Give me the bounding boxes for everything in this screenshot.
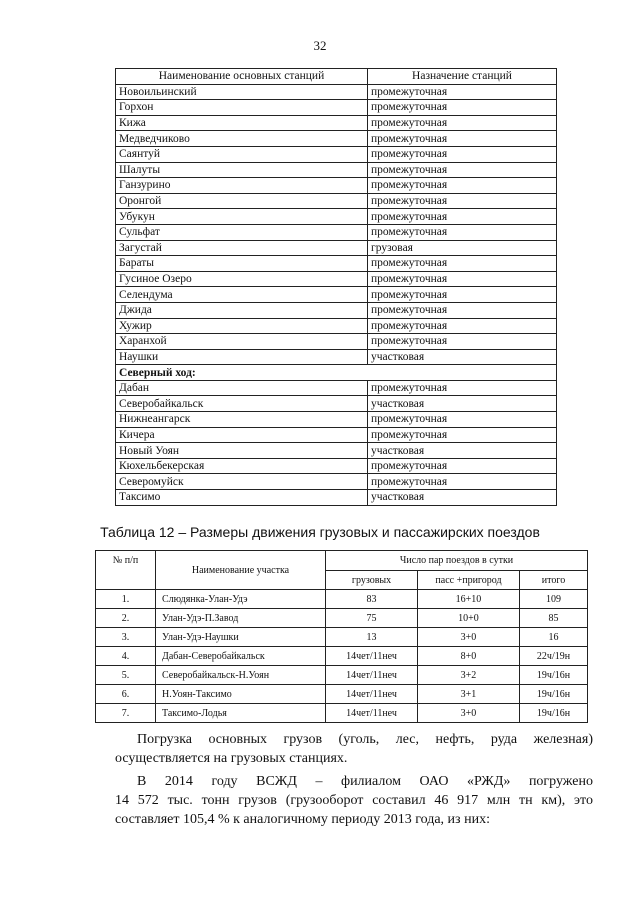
total-count: 19ч/16н — [520, 704, 588, 723]
row-number: 6. — [96, 685, 156, 704]
table-row — [116, 193, 557, 209]
freight-count: 14чет/11неч — [326, 685, 418, 704]
station-purpose: участковая — [368, 396, 557, 412]
column-header-number: № п/п — [96, 551, 156, 590]
row-number: 5. — [96, 666, 156, 685]
table-row — [116, 209, 557, 225]
table-row — [116, 115, 557, 131]
stations-table — [115, 68, 557, 506]
stations-table-body — [116, 84, 557, 505]
column-header-passenger: пасс +пригород — [418, 571, 520, 590]
row-number: 2. — [96, 609, 156, 628]
table-row — [116, 380, 557, 396]
passenger-count: 16+10 — [418, 590, 520, 609]
station-purpose: промежуточная — [368, 427, 557, 443]
section-name: Слюдянка-Улан-Удэ — [156, 590, 326, 609]
table-row — [116, 178, 557, 194]
table-row — [116, 490, 557, 506]
table-caption: Таблица 12 – Размеры движения грузовых и пассажирских поездов — [100, 524, 540, 540]
traffic-table — [95, 550, 588, 723]
station-purpose: промежуточная — [368, 318, 557, 334]
station-name: Шалуты — [116, 162, 368, 178]
station-purpose: промежуточная — [368, 131, 557, 147]
row-number: 3. — [96, 628, 156, 647]
table-row — [96, 609, 588, 628]
station-purpose: промежуточная — [368, 458, 557, 474]
section-header-row — [116, 365, 557, 381]
row-number: 1. — [96, 590, 156, 609]
station-purpose: участковая — [368, 349, 557, 365]
freight-count: 14чет/11неч — [326, 704, 418, 723]
station-purpose: промежуточная — [368, 100, 557, 116]
table-row — [116, 427, 557, 443]
section-name: Улан-Удэ-Наушки — [156, 628, 326, 647]
table-row — [96, 628, 588, 647]
table-row — [116, 287, 557, 303]
table-row — [116, 224, 557, 240]
station-name: Новоильинский — [116, 84, 368, 100]
table-row — [116, 146, 557, 162]
station-name: Медведчиково — [116, 131, 368, 147]
station-purpose: промежуточная — [368, 115, 557, 131]
traffic-header-row — [96, 551, 588, 571]
station-purpose: промежуточная — [368, 256, 557, 272]
station-purpose: промежуточная — [368, 412, 557, 428]
table-row — [116, 162, 557, 178]
table-row — [116, 84, 557, 100]
freight-count: 14чет/11неч — [326, 666, 418, 685]
station-name: Убукун — [116, 209, 368, 225]
table-row — [96, 647, 588, 666]
column-header-total: итого — [520, 571, 588, 590]
station-name: Северобайкальск — [116, 396, 368, 412]
total-count: 19ч/16н — [520, 685, 588, 704]
station-name: Кижа — [116, 115, 368, 131]
freight-count: 13 — [326, 628, 418, 647]
stations-header-row — [116, 69, 557, 85]
passenger-count: 3+0 — [418, 704, 520, 723]
passenger-count: 10+0 — [418, 609, 520, 628]
station-name: Новый Уоян — [116, 443, 368, 459]
column-header-station-name: Наименование основных станций — [116, 69, 368, 85]
paragraph-line: Погрузка основных грузов (уголь, лес, нефть, руда железная) — [137, 732, 593, 747]
station-name: Нижнеангарск — [116, 412, 368, 428]
station-purpose: промежуточная — [368, 146, 557, 162]
station-purpose: промежуточная — [368, 193, 557, 209]
table-row — [116, 100, 557, 116]
row-number: 7. — [96, 704, 156, 723]
freight-count: 14чет/11неч — [326, 647, 418, 666]
station-name: Гусиное Озеро — [116, 271, 368, 287]
freight-count: 83 — [326, 590, 418, 609]
station-name: Кюхельбекерская — [116, 458, 368, 474]
section-name: Н.Уоян-Таксимо — [156, 685, 326, 704]
column-header-freight: грузовых — [326, 571, 418, 590]
table-row — [96, 666, 588, 685]
table-row — [116, 474, 557, 490]
table-row — [96, 590, 588, 609]
column-header-section: Наименование участка — [156, 551, 326, 590]
table-row — [116, 349, 557, 365]
station-name: Селендума — [116, 287, 368, 303]
section-name: Улан-Удэ-П.Завод — [156, 609, 326, 628]
column-header-train-pairs: Число пар поездов в сутки — [326, 551, 588, 571]
station-name: Сульфат — [116, 224, 368, 240]
total-count: 85 — [520, 609, 588, 628]
paragraph-line: В 2014 году ВСЖД – филиалом ОАО «РЖД» погружено — [137, 774, 593, 789]
station-name: Горхон — [116, 100, 368, 116]
section-label: Северный ход: — [116, 365, 557, 381]
station-purpose: промежуточная — [368, 302, 557, 318]
row-number: 4. — [96, 647, 156, 666]
station-name: Загустай — [116, 240, 368, 256]
station-purpose: участковая — [368, 443, 557, 459]
station-name: Оронгой — [116, 193, 368, 209]
station-name: Таксимо — [116, 490, 368, 506]
table-row — [96, 704, 588, 723]
table-row — [116, 240, 557, 256]
table-row — [116, 131, 557, 147]
table-row — [116, 256, 557, 272]
table-row — [116, 318, 557, 334]
station-purpose: промежуточная — [368, 271, 557, 287]
section-name: Таксимо-Лодья — [156, 704, 326, 723]
station-name: Кичера — [116, 427, 368, 443]
passenger-count: 3+0 — [418, 628, 520, 647]
section-name: Дабан-Северобайкальск — [156, 647, 326, 666]
paragraph-line: 14 572 тыс. тонн грузов (грузооборот составил 46 917 млн тн км), это — [115, 793, 593, 808]
station-purpose: промежуточная — [368, 162, 557, 178]
table-row — [116, 302, 557, 318]
station-name: Ганзурино — [116, 178, 368, 194]
station-purpose: грузовая — [368, 240, 557, 256]
station-purpose: промежуточная — [368, 209, 557, 225]
station-name: Хужир — [116, 318, 368, 334]
total-count: 16 — [520, 628, 588, 647]
station-name: Дабан — [116, 380, 368, 396]
station-name: Харанхой — [116, 334, 368, 350]
paragraph-line: составляет 105,4 % к аналогичному периоду 2013 года, из них: — [115, 812, 490, 827]
traffic-table-body — [96, 590, 588, 723]
passenger-count: 3+1 — [418, 685, 520, 704]
table-row — [116, 458, 557, 474]
paragraph-loading — [115, 730, 593, 768]
freight-count: 75 — [326, 609, 418, 628]
table-row — [116, 271, 557, 287]
page-number: 32 — [313, 38, 327, 53]
passenger-count: 8+0 — [418, 647, 520, 666]
station-name: Саянтуй — [116, 146, 368, 162]
station-purpose: промежуточная — [368, 84, 557, 100]
table-row — [116, 396, 557, 412]
passenger-count: 3+2 — [418, 666, 520, 685]
paragraph-volume — [115, 772, 593, 829]
table-row — [116, 412, 557, 428]
total-count: 22ч/19н — [520, 647, 588, 666]
table-row — [96, 685, 588, 704]
station-name: Наушки — [116, 349, 368, 365]
total-count: 19ч/16н — [520, 666, 588, 685]
section-name: Северобайкальск-Н.Уоян — [156, 666, 326, 685]
station-name: Джида — [116, 302, 368, 318]
station-purpose: участковая — [368, 490, 557, 506]
station-purpose: промежуточная — [368, 224, 557, 240]
table-row — [116, 443, 557, 459]
column-header-station-purpose: Назначение станций — [368, 69, 557, 85]
station-name: Бараты — [116, 256, 368, 272]
station-purpose: промежуточная — [368, 334, 557, 350]
station-purpose: промежуточная — [368, 287, 557, 303]
station-purpose: промежуточная — [368, 380, 557, 396]
station-name: Северомуйск — [116, 474, 368, 490]
station-purpose: промежуточная — [368, 178, 557, 194]
station-purpose: промежуточная — [368, 474, 557, 490]
total-count: 109 — [520, 590, 588, 609]
paragraph-line: осуществляется на грузовых станциях. — [115, 751, 348, 766]
table-row — [116, 334, 557, 350]
